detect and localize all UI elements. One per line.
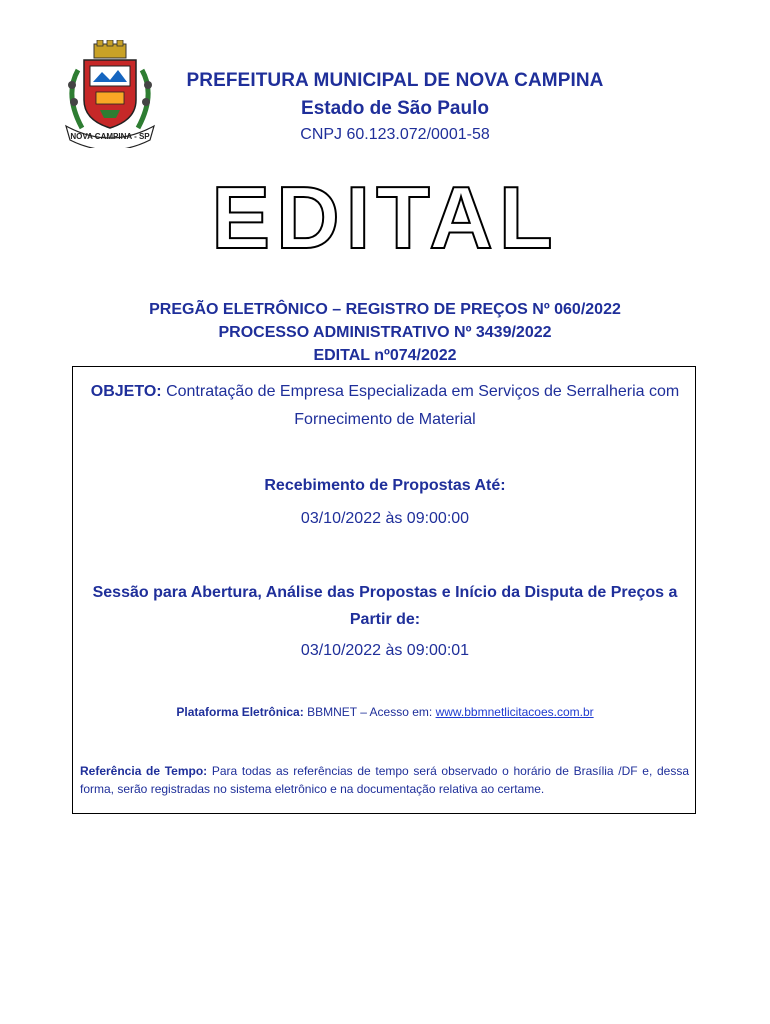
- svg-text:NOVA CAMPINA - SP: NOVA CAMPINA - SP: [70, 132, 150, 141]
- referencia-paragraph: [80, 762, 689, 798]
- edital-number-line: EDITAL nº074/2022: [313, 347, 457, 364]
- recebimento-date: 03/10/2022 às 09:00:00: [300, 510, 470, 527]
- state-subtitle: Estado de São Paulo: [301, 98, 489, 119]
- edital-outline-title: [185, 170, 585, 260]
- processo-line: PROCESSO ADMINISTRATIVO Nº 3439/2022: [218, 324, 552, 341]
- municipal-crest-logo: [60, 40, 160, 148]
- plataforma-text: BBMNET – Acesso em:: [307, 705, 433, 719]
- bbmnet-link[interactable]: www.bbmnetlicitacoes.com.br: [435, 705, 594, 719]
- objeto-text: Contratação de Empresa Especializada em Serviços de Serralheria com Fornecimento de Material: [166, 383, 680, 428]
- plataforma-label: Plataforma Eletrônica:: [176, 705, 304, 719]
- referencia-label: Referência de Tempo:: [80, 764, 208, 778]
- svg-text:EDITAL: EDITAL: [211, 170, 559, 260]
- cnpj-text: CNPJ 60.123.072/0001-58: [300, 126, 490, 143]
- sessao-date: 03/10/2022 às 09:00:01: [300, 642, 470, 659]
- objeto-label: OBJETO:: [90, 383, 162, 400]
- municipality-title: PREFEITURA MUNICIPAL DE NOVA CAMPINA: [186, 70, 604, 91]
- sessao-label: Sessão para Abertura, Análise das Propostas e Início da Disputa de Preços a Partir de:: [92, 584, 678, 628]
- pregao-line: PREGÃO ELETRÔNICO – REGISTRO DE PREÇOS Nº 060/2022: [149, 301, 621, 318]
- objeto-paragraph: [90, 378, 680, 434]
- referencia-text: Para todas as referências de tempo será observado o horário de Brasília /DF e, dessa forma, serão registradas no sistema eletrônico e na documentação relativa ao certame.: [80, 764, 689, 796]
- plataforma-line: [80, 705, 690, 719]
- recebimento-label: Recebimento de Propostas Até:: [264, 477, 506, 494]
